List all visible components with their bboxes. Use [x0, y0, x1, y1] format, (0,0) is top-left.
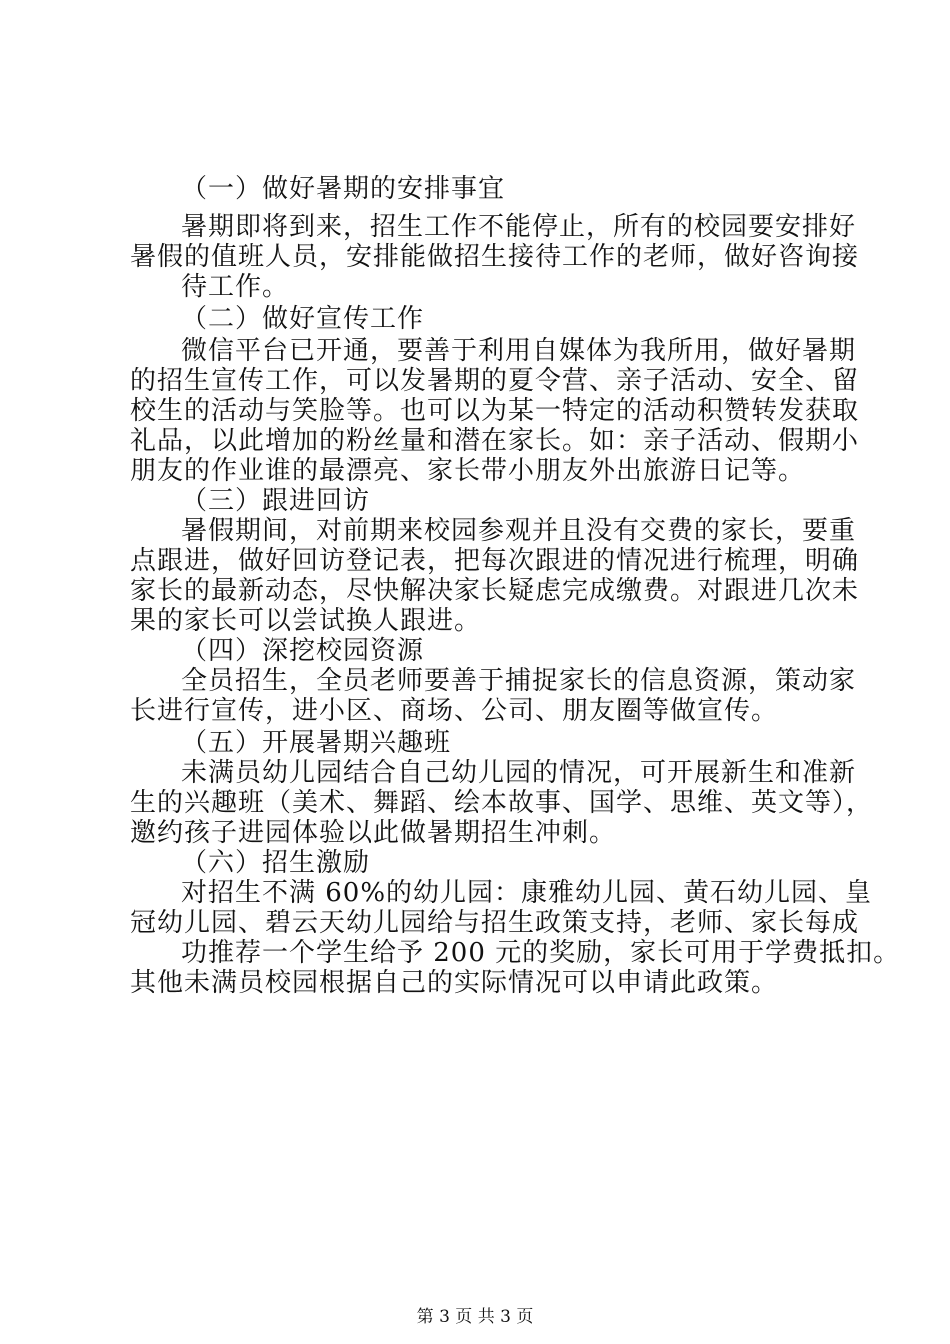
paragraph-line: 全员招生，全员老师要善于捕捉家长的信息资源，策动家 — [181, 666, 857, 696]
paragraph-line: 邀约孩子进园体验以此做暑期招生冲刺。 — [130, 818, 617, 848]
paragraph-line: 礼品，以此增加的粉丝量和潜在家长。如：亲子活动、假期小 — [130, 426, 860, 456]
paragraph-line: 微信平台已开通，要善于利用自媒体为我所用，做好暑期 — [181, 336, 857, 366]
section-heading-3: （三）跟进回访 — [181, 486, 371, 516]
paragraph-line: 待工作。 — [181, 272, 290, 302]
paragraph-line: 校生的活动与笑脸等。也可以为某一特定的活动积赞转发获取 — [130, 396, 860, 426]
paragraph-line: 其他未满员校园根据自己的实际情况可以申请此政策。 — [130, 968, 779, 998]
paragraph-line: 点跟进，做好回访登记表，把每次跟进的情况进行梳理，明确 — [130, 546, 860, 576]
paragraph-line: 功推荐一个学生给予 200 元的奖励，家长可用于学费抵扣。 — [181, 938, 901, 968]
paragraph-line: 生的兴趣班（美术、舞蹈、绘本故事、国学、思维、英文等）， — [130, 788, 874, 818]
paragraph-line: 暑期即将到来，招生工作不能停止，所有的校园要安排好 — [181, 212, 857, 242]
paragraph-line: 的招生宣传工作，可以发暑期的夏令营、亲子活动、安全、留 — [130, 366, 860, 396]
section-heading-2: （二）做好宣传工作 — [181, 304, 425, 334]
section-heading-4: （四）深挖校园资源 — [181, 636, 425, 666]
paragraph-line: 未满员幼儿园结合自己幼儿园的情况，可开展新生和准新 — [181, 758, 857, 788]
paragraph-line: 暑假的值班人员，安排能做招生接待工作的老师，做好咨询接 — [130, 242, 860, 272]
section-heading-5: （五）开展暑期兴趣班 — [181, 728, 452, 758]
section-heading-6: （六）招生激励 — [181, 848, 371, 878]
paragraph-line: 暑假期间，对前期来校园参观并且没有交费的家长，要重 — [181, 516, 857, 546]
paragraph-line: 朋友的作业谁的最漂亮、家长带小朋友外出旅游日记等。 — [130, 456, 806, 486]
paragraph-line: 家长的最新动态，尽快解决家长疑虑完成缴费。对跟进几次未 — [130, 576, 860, 606]
paragraph-line: 对招生不满 60%的幼儿园：康雅幼儿园、黄石幼儿园、皇 — [181, 878, 873, 908]
page-number-footer: 第 3 页 共 3 页 — [416, 1307, 534, 1327]
paragraph-line: 长进行宣传，进小区、商场、公司、朋友圈等做宣传。 — [130, 696, 779, 726]
section-heading-1: （一）做好暑期的安排事宜 — [181, 174, 506, 204]
paragraph-line: 果的家长可以尝试换人跟进。 — [130, 606, 482, 636]
paragraph-line: 冠幼儿园、碧云天幼儿园给与招生政策支持，老师、家长每成 — [130, 908, 860, 938]
